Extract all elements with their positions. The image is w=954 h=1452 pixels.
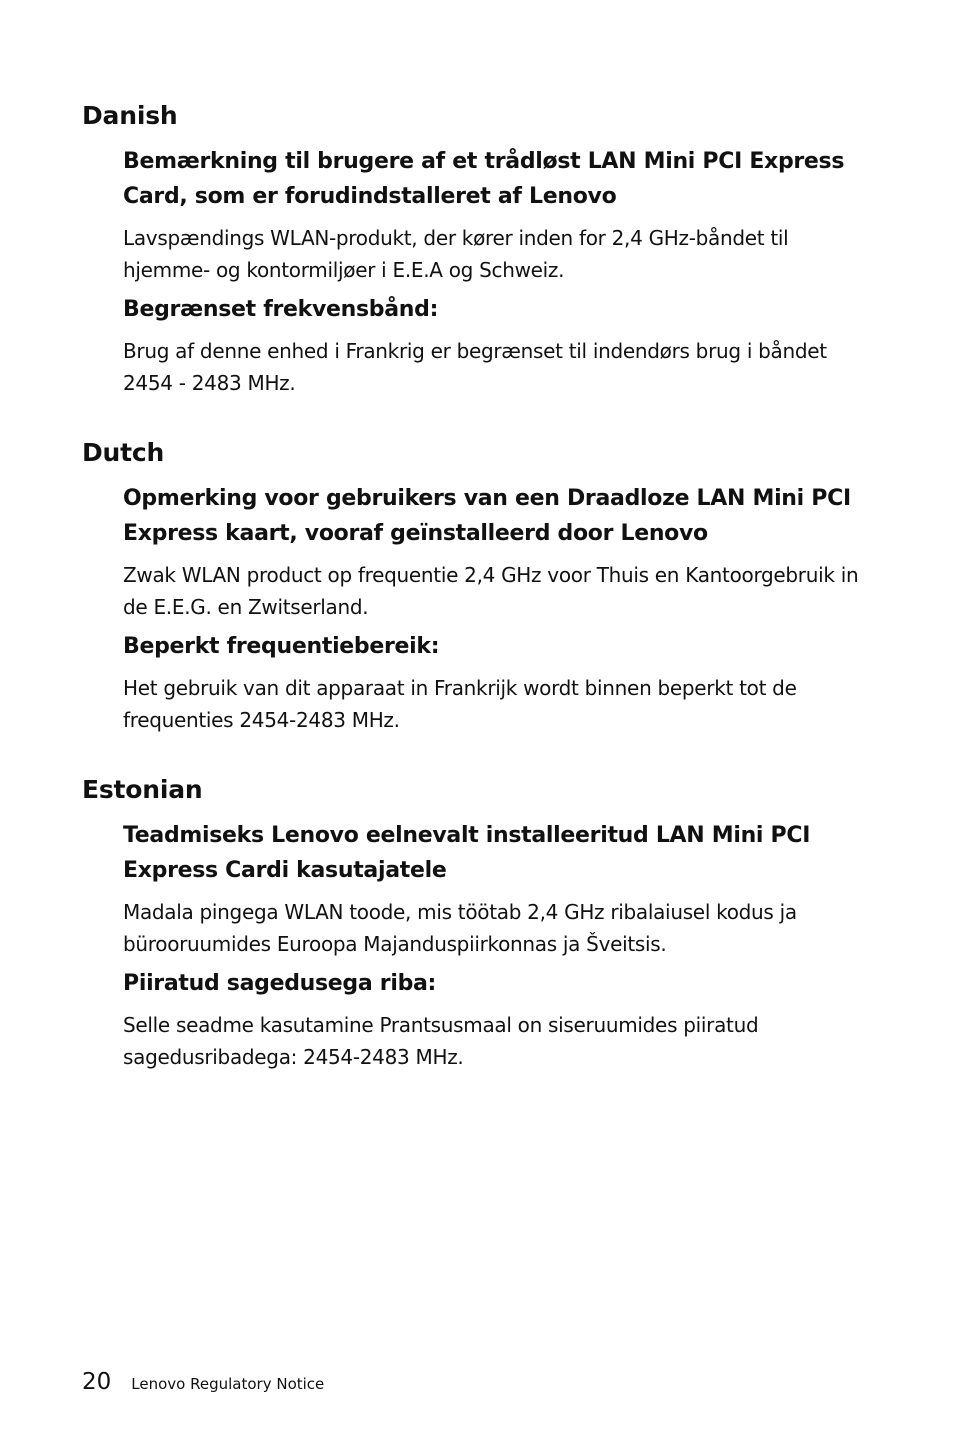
notice-text: Zwak WLAN product op frequentie 2,4 GHz voor Thuis en Kantoorgebruik in de E.E.G. en Zwitserland. — [123, 563, 859, 619]
section-body — [123, 818, 863, 1073]
restriction-text: Selle seadme kasutamine Prantsusmaal on siseruumides piiratud sagedusribadega: 2454-2483 MHz. — [123, 1013, 759, 1069]
footer-document-title: Lenovo Regulatory Notice — [131, 1375, 325, 1393]
page-footer — [82, 1366, 324, 1398]
page-number: 20 — [82, 1369, 112, 1395]
language-heading: Estonian — [82, 775, 203, 804]
notice-title: Opmerking voor gebruikers van een Draadloze LAN Mini PCI Express kaart, vooraf geïnstalleerd door Lenovo — [123, 486, 851, 546]
notice-text: Lavspændings WLAN-produkt, der kører inden for 2,4 GHz-båndet til hjemme- og kontormiljøer i E.E.A og Schweiz. — [123, 226, 789, 282]
notice-text: Madala pingega WLAN toode, mis töötab 2,4 GHz ribalaiusel kodus ja bürooruumides Euroopa Majanduspiirkonnas ja Šveitsis. — [123, 900, 797, 956]
restriction-title: Piiratud sagedusega riba: — [123, 971, 437, 996]
restriction-text: Brug af denne enhed i Frankrig er begrænset til indendørs brug i båndet 2454 - 2483 MHz. — [123, 339, 827, 395]
restriction-title: Beperkt frequentiebereik: — [123, 634, 440, 659]
restriction-text: Het gebruik van dit apparaat in Frankrijk wordt binnen beperkt tot de frequenties 2454-2483 MHz. — [123, 676, 797, 732]
section-danish — [82, 100, 862, 399]
notice-title: Bemærkning til brugere af et trådløst LAN Mini PCI Express Card, som er forudindstalleret af Lenovo — [123, 149, 845, 209]
restriction-title: Begrænset frekvensbånd: — [123, 297, 439, 322]
notice-title: Teadmiseks Lenovo eelnevalt installeeritud LAN Mini PCI Express Cardi kasutajatele — [123, 823, 811, 883]
section-body — [123, 144, 863, 399]
section-estonian — [82, 774, 862, 1073]
section-body — [123, 481, 863, 736]
section-dutch — [82, 437, 862, 736]
language-heading: Dutch — [82, 438, 165, 467]
language-heading: Danish — [82, 101, 178, 130]
